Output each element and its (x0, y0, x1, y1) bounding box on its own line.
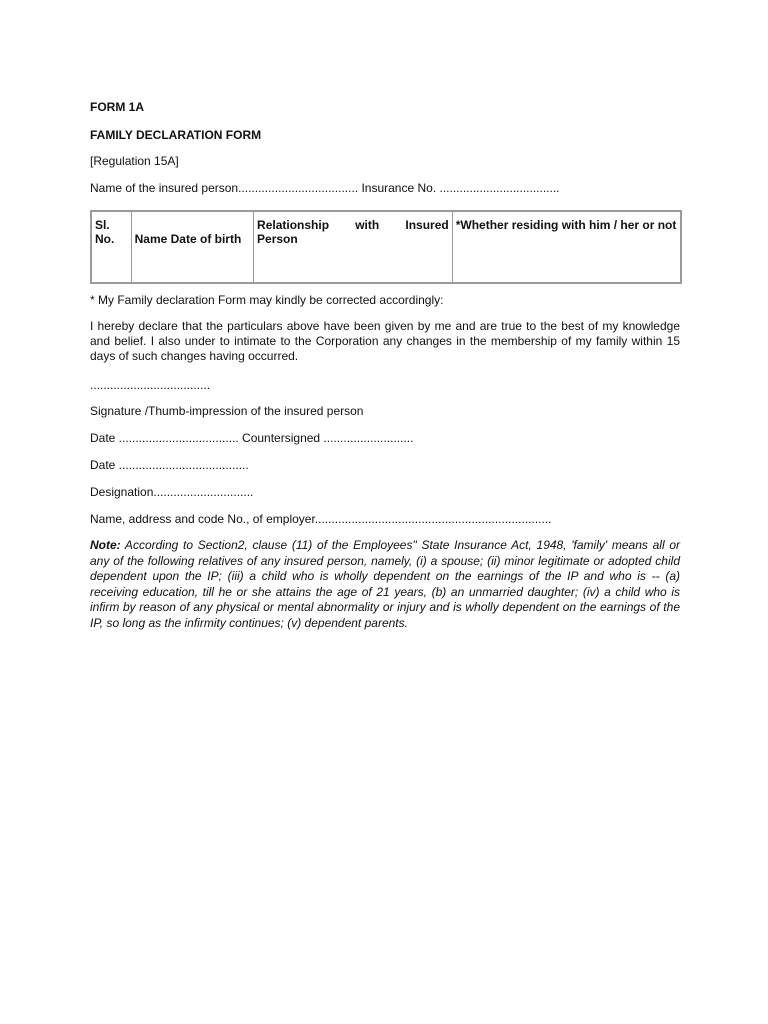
form-title: FAMILY DECLARATION FORM (90, 128, 262, 142)
note-paragraph (90, 538, 680, 631)
table-header-row (91, 211, 681, 283)
header-name-dob-label: Name Date of birth (134, 232, 242, 246)
employer-line: Name, address and code No., of employer....................................................................... (90, 512, 552, 526)
regulation-reference: [Regulation 15A] (90, 154, 179, 168)
header-relationship-word2: with (355, 218, 380, 232)
insured-person-line: Name of the insured person.................................... Insurance No. .................................... (90, 181, 560, 195)
note-label: Note: (90, 538, 121, 552)
header-sl-no-line2: No. (95, 232, 115, 246)
header-sl-no-line1: Sl. (95, 218, 110, 232)
header-relationship-word3: Insured (405, 218, 449, 232)
header-relationship-line2: Person (257, 232, 298, 246)
note-text: According to Section2, clause (11) of the Employees" State Insurance Act, 1948, 'family' means all or any of the following relatives of any insured person, namely, (i) a spouse; (ii) minor legitimate or adopted child dependent upon the IP; (iii) a child who is wholly dependent on the earnings of the IP and who is -- (a) receiving education, till he or she attains the age of 21 years, (b) an unmarried daughter; (iv) a child who is infirm by reason of any physical or mental abnormality or injury and is wholly dependent on the earnings of the IP, so long as the infirmity continues; (v) dependent parents. (90, 538, 680, 630)
form-number: FORM 1A (90, 100, 144, 114)
document-page (90, 92, 680, 631)
date-countersigned-line: Date .................................... Countersigned ........................... (90, 431, 414, 445)
date-line: Date ....................................... (90, 458, 249, 472)
header-relationship (254, 211, 453, 283)
designation-line: Designation.............................. (90, 485, 254, 499)
family-table (90, 210, 682, 284)
declaration-paragraph: I hereby declare that the particulars above have been given by me and are true to the best of my knowledge and belief. I also under to intimate to the Corporation any changes in the membership of my family within 15 days of such changes having occurred. (90, 319, 680, 363)
header-sl-no (91, 211, 131, 283)
header-residing: *Whether residing with him / her or not (452, 211, 681, 283)
asterisk-note: * My Family declaration Form may kindly be corrected accordingly: (90, 293, 444, 307)
header-relationship-word1: Relationship (257, 218, 330, 232)
signature-label: Signature /Thumb-impression of the insured person (90, 404, 364, 418)
signature-dots: .................................... (90, 378, 211, 392)
header-name-dob (131, 211, 253, 283)
